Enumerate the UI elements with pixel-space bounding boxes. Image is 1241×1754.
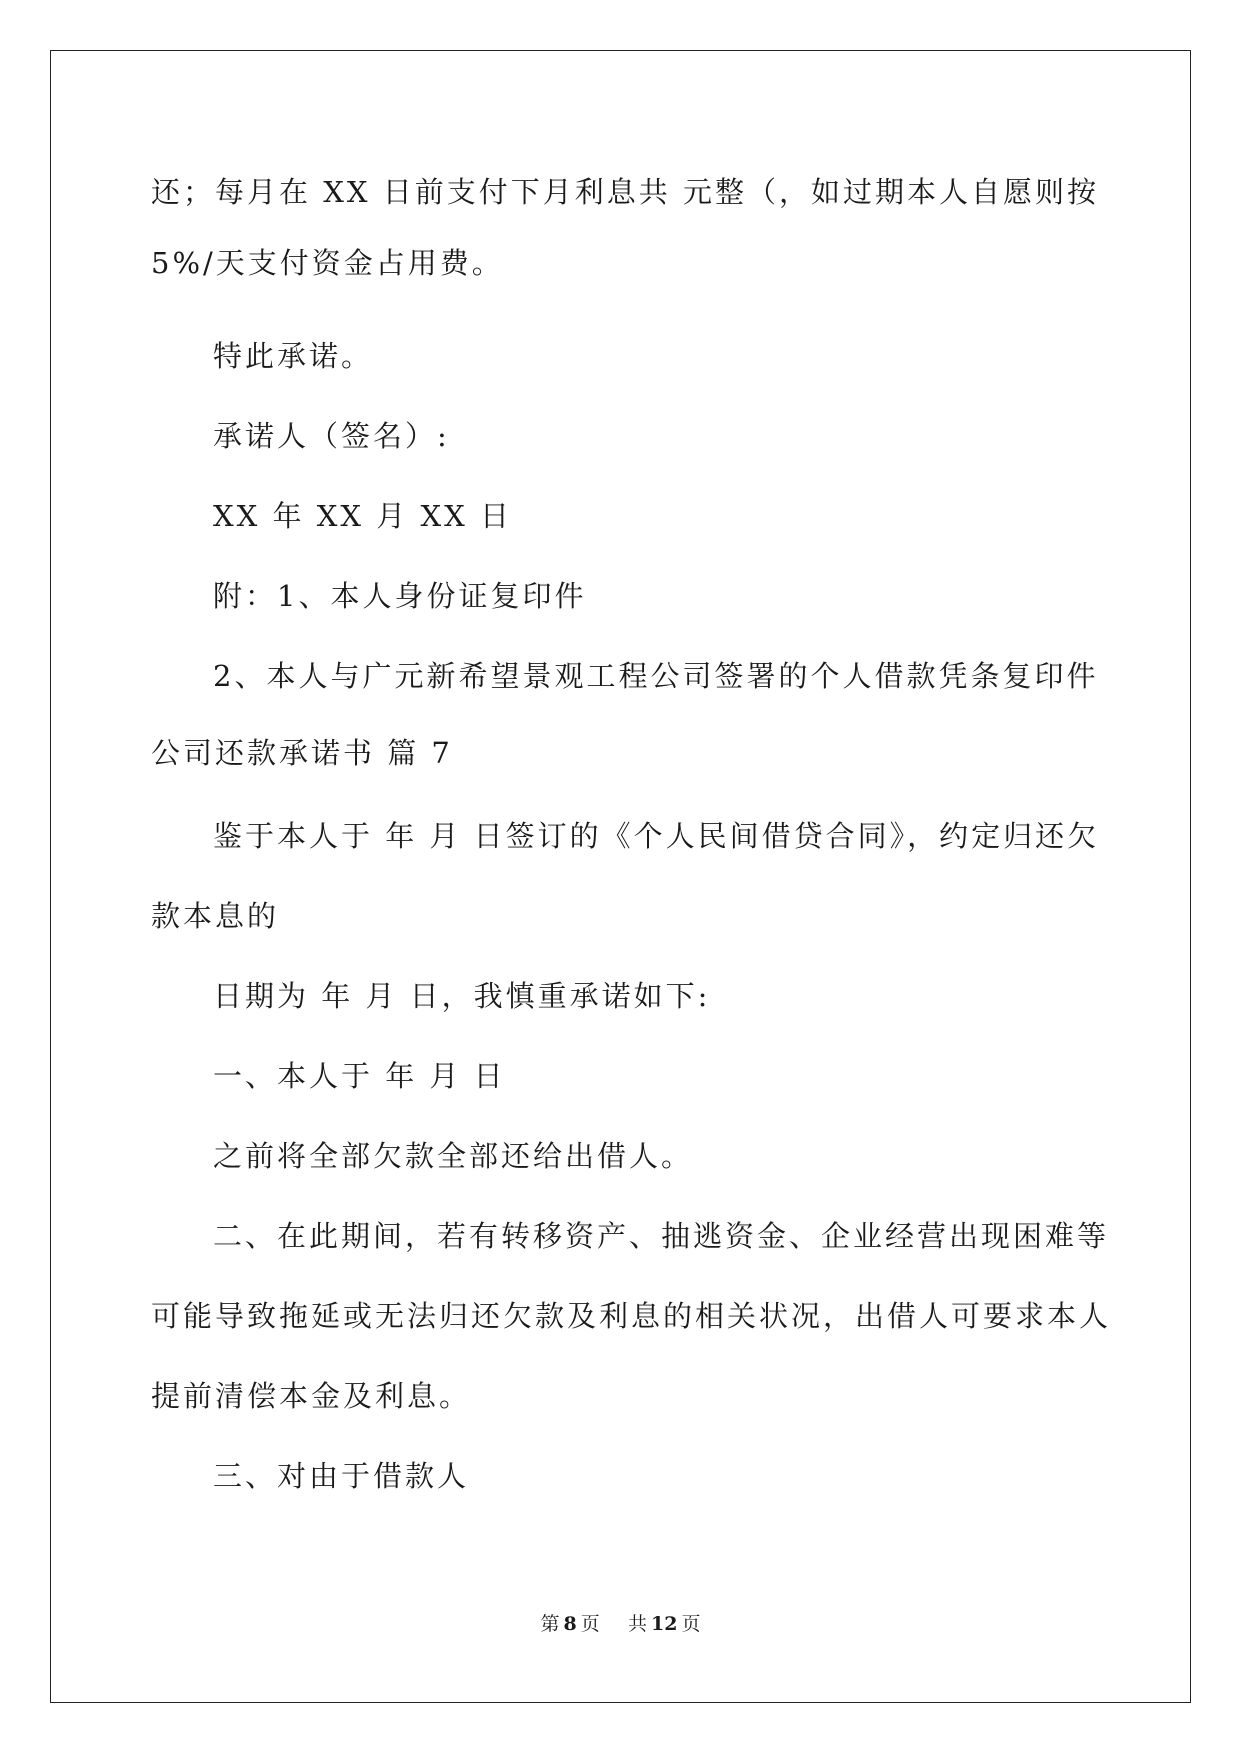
text-line: 之前将全部欠款全部还给出借人。	[213, 1139, 694, 1173]
page-number: 8	[563, 1613, 577, 1635]
page-prefix: 第	[540, 1613, 560, 1635]
text-line: 5%/天支付资金占用费。	[151, 246, 504, 280]
page-suffix: 页	[580, 1613, 600, 1635]
text-line: 特此承诺。	[213, 339, 374, 373]
text-line: 提前清偿本金及利息。	[151, 1379, 472, 1413]
total-prefix: 共	[627, 1613, 647, 1635]
total-suffix: 页	[681, 1613, 701, 1635]
date-line: XX 年 XX 月 XX 日	[213, 499, 512, 533]
text-line: 可能导致拖延或无法归还欠款及利息的相关状况，出借人可要求本人	[151, 1299, 1112, 1333]
text-line: 款本息的	[151, 899, 280, 933]
total-pages: 12	[650, 1613, 678, 1635]
text-line: 承诺人（签名）:	[213, 419, 450, 453]
attachment-line: 附：1、本人身份证复印件	[213, 579, 587, 613]
text-line: 二、在此期间，若有转移资产、抽逃资金、企业经营出现困难等	[213, 1219, 1110, 1253]
section-heading: 公司还款承诺书 篇 7	[151, 736, 453, 770]
attachment-line: 2、本人与广元新希望景观工程公司签署的个人借款凭条复印件	[213, 659, 1099, 693]
page-footer	[0, 1612, 1241, 1636]
text-line: 三、对由于借款人	[213, 1459, 470, 1493]
page-border	[50, 50, 1191, 1703]
text-line: 还；每月在 XX 日前支付下月利息共 元整（，如过期本人自愿则按	[151, 175, 1099, 209]
text-line: 日期为 年 月 日，我慎重承诺如下:	[213, 979, 711, 1013]
text-line: 一、本人于 年 月 日	[213, 1059, 506, 1093]
text-line: 鉴于本人于 年 月 日签订的《个人民间借贷合同》，约定归还欠	[213, 819, 1100, 853]
